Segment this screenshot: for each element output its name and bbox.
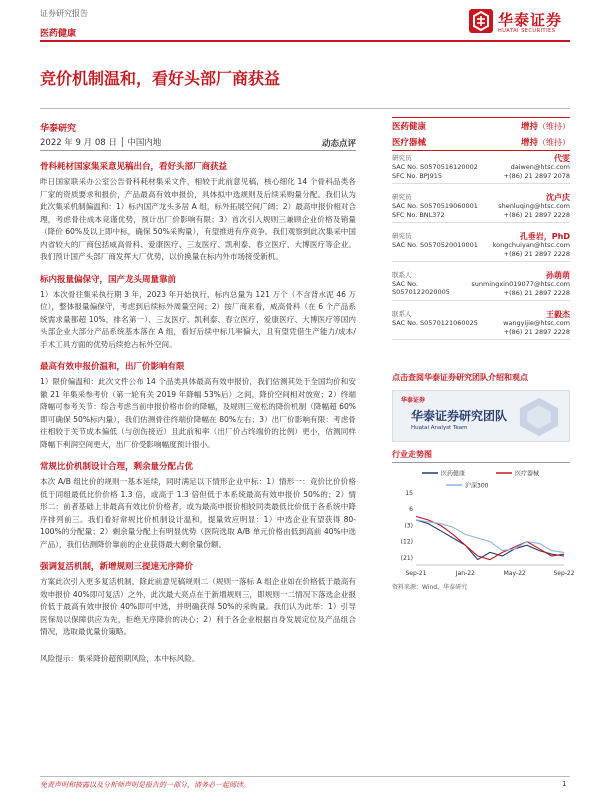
section-body: 昨日国家联采办公室公告骨科耗材集采文件，相较于此前意见稿，核心细化 14 个骨科品类各厂家的资质要求和报价，产品最高有效申报价，具体拟中选规则及后续采购量分配。我们认为此次集采机制偏温和：1）标内国产龙头多居 A 组，标外拓展空间广阔；2）最高申报价相对合理，考虑骨往成本竞谨优势，预计出厂价影响有限；3）首次引入规则三兼顾企业价格及销量（降价 60%及以上即中标，确保 50%采购量），有望推进有序竞争。我们观察到此次集采中国内省较大的厂商包括威高骨科、爱康医疗、三友医疗、凯利泰、春立医疗、大博医疗等企业。我们预计国产头部厂商发挥大厂优势，以价换量在标内外市场接受新机。	[40, 177, 356, 261]
brand-logo-icon	[468, 8, 494, 34]
main-content	[40, 160, 356, 664]
industry-trend-chart	[392, 462, 575, 580]
analyst-divider	[392, 300, 570, 301]
chart-source: 资料来源：Wind，华泰研究	[392, 584, 468, 591]
promo-logo: 华泰证券	[401, 397, 426, 404]
analyst-card	[392, 153, 570, 184]
analyst-name: 代雯	[554, 154, 570, 163]
analyst-sac: SAC No. S0570516120002	[392, 163, 478, 171]
analyst-phone: +(86) 21 2897 2078	[503, 172, 570, 180]
y-tick-label: (12)	[400, 538, 413, 546]
analyst-sfc: SFC No. BNL372	[392, 211, 445, 219]
section-body: 方案此次引入更多复活机制，除此前意见稿规则二（规则一落标 A 组企业如在价格低于最高有效申报价 40%即可复活）之外，此次最大亮点在于新增规则三，即规则一二情况下落选企业报价低于最高有效申报价 40%即可中选，并明确获得 50%的采购量。我们认为此举：1）引导医保局以保障供应为先，拒绝无序降价的决心；2）利于各企业根据自身发展定位及产品组合情况，选取最优量价策略。	[40, 577, 356, 636]
analyst-name: 孔垂岩，PhD	[519, 232, 570, 241]
section-heading: 强调复活机制，新增规则三提速无序降价	[40, 562, 194, 572]
rating-value: 增持	[520, 138, 538, 148]
page-title: 竞价机制温和，看好头部厂商获益	[40, 69, 281, 88]
legend-label: 医药健康	[441, 470, 466, 478]
y-tick-label: (21)	[400, 554, 413, 562]
section-tag: 医药健康	[40, 29, 77, 39]
analyst-name: 王毅杰	[546, 310, 570, 319]
header-divider	[40, 40, 570, 42]
rating-row	[392, 118, 570, 134]
analyst-sac: SAC No. S0570122020005	[392, 280, 450, 296]
disclaimer-footer: 免责声明和披露以及分析师声明是报告的一部分，请务必一起阅读。	[40, 781, 250, 789]
rating-sector: 医疗器械	[392, 138, 427, 148]
chart-svg	[392, 463, 575, 581]
report-date: 2022 年 9 月 08 日 │ 中国内地	[40, 138, 162, 148]
analyst-role: 研究员	[392, 154, 412, 162]
x-tick-label: May-22	[503, 570, 526, 577]
title-divider	[40, 108, 570, 109]
brand-logo	[468, 6, 598, 40]
section-heading: 骨科耗材国家集采意见稿出台，看好头部厂商获益	[40, 162, 228, 172]
analyst-email[interactable]: shenluqing@htsc.com	[498, 202, 570, 210]
analyst-divider	[392, 261, 570, 262]
y-tick-label: 6	[409, 506, 413, 514]
section-heading: 最高有效申报价温和，出厂价影响有限	[40, 362, 185, 372]
analyst-list	[392, 153, 570, 348]
analyst-divider	[392, 183, 570, 184]
y-tick-label: 15	[405, 490, 413, 497]
rating-box	[392, 117, 570, 151]
series-line	[416, 520, 564, 560]
analyst-phone: +(86) 21 2897 2228	[503, 211, 570, 219]
rating-row	[392, 134, 570, 150]
analyst-sac: SAC No. S0570520010001	[392, 241, 478, 249]
report-org: 华泰研究	[40, 124, 77, 134]
analyst-email[interactable]: wangyijie@htsc.com	[503, 319, 570, 327]
analyst-phone: +(86) 21 2897 2228	[503, 289, 570, 297]
section-heading: 标内报量偏保守，国产龙头周量靠前	[40, 274, 177, 285]
analyst-card	[392, 231, 570, 262]
rating-note: （维持）	[538, 122, 570, 131]
analyst-role: 联系人	[392, 271, 412, 279]
section-heading: 常规比价机制设计合理，剩余量分配占优	[40, 462, 194, 472]
section-body: 1）限价偏温和：此次文件公布 14 个品类具体最高有效申报价，我们估测其处于全国均价和安徽 21 年集采参考价（第一轮有关 2019 年降幅 53%后）之间，降价空间相对放宽；2）终端降幅可参考关节：综合考虑当前申报价格市价的降幅，及规则三宽松的降价机制（降幅超 60%即可确保 50%标内量），我们估测骨往终端价降幅在 80%左右；3）出厂价影响有限：考虑骨往相较于关节成本偏低（与创伤接近）且此前和率（出厂价占终端价的比例）更小，估测同样降幅下利润空间更大，出厂价受影响幅度预计很小。	[40, 377, 356, 449]
brand-name-cn: 华泰证券	[498, 11, 563, 29]
analyst-name: 孙萌萌	[546, 271, 570, 280]
analyst-phone: +(86) 21 2897 2228	[503, 328, 570, 336]
legend-label: 沪深300	[465, 482, 489, 490]
rating-sector: 医药健康	[392, 122, 427, 132]
analyst-name: 沈卢庆	[546, 193, 570, 202]
rating-note: （维持）	[538, 138, 570, 147]
analyst-role: 联系人	[392, 310, 412, 318]
document-type: 动态点评	[322, 139, 357, 149]
analyst-card	[392, 309, 570, 340]
promo-heading: 华泰证券研究团队	[411, 409, 508, 423]
x-tick-label: Sep-22	[553, 570, 575, 577]
analyst-role: 研究员	[392, 232, 412, 240]
footer-divider	[40, 776, 570, 777]
meta-divider	[40, 150, 356, 151]
report-type-label: 证券研究报告	[40, 9, 88, 18]
analyst-email[interactable]: kongchuiyan@htsc.com	[492, 241, 570, 249]
analyst-card	[392, 270, 570, 301]
team-graphic-icon	[517, 395, 561, 439]
x-tick-label: Sep-21	[405, 570, 427, 577]
y-tick-label: (3)	[404, 522, 413, 530]
section-body: 本次 A/B 组比价的规则一基本延续，同时满足以下情形企业中标：1）情形一：竞价比价价格低于同组最低比价价格 1.3 倍，或高于 1.3 倍但低于本系统最高有效申报价 50%的；2）情形二：前者基础上非最高有效比价价格者，或为最高申报价相较同类最低比价低于各系统中降序排列前三。我们看好常规比价机制设计温和，提量效应明显：1）中选企业有望获得 80-100%的分配量；2）剩余量分配上有明显优势（医院选取 A/B 单元价格由低到高前 40%中选产品），我们估测降价靠前的企业获得最大剩余量份额。	[40, 477, 356, 549]
analyst-sac: SAC No. S0570519060001	[392, 202, 478, 210]
analyst-role: 研究员	[392, 193, 412, 201]
promo-banner[interactable]	[392, 390, 570, 442]
chart-title: 行业走势图	[392, 450, 432, 459]
section-body: 1）本次骨往集采执行期 3 年，2023 年开始执行，标内总量为 121 万个（不含背水泥 46 万位），整体报量偏保守，考虑到后续标外周量空间；2）按厂商来看，威高骨科（在 6 个产品系统需求量都超 10%，排名第一）、三友医疗、凯利泰、春立医疗、爱康医疗、大博医疗等国内头部企业大部分产品系统基本落在 A 组，看好后续中标几率偏大，且有望凭借生产能力/成本/手术工具方面的优势后续抢占标外空间。	[40, 289, 356, 349]
rating-value: 增持	[520, 122, 538, 132]
analyst-card	[392, 192, 570, 223]
analyst-divider	[392, 222, 570, 223]
page-number: 1	[562, 780, 567, 788]
analyst-sfc: SFC No. BPJ915	[392, 172, 443, 180]
legend-label: 医疗器械	[515, 470, 540, 478]
brand-name-en: HUATAI SECURITIES	[498, 28, 556, 34]
rating-divider	[392, 150, 570, 151]
analyst-phone: +(86) 21 2897 2228	[503, 250, 570, 258]
x-tick-label: Jan-22	[455, 570, 475, 577]
promo-link[interactable]: 点击查阅华泰证券研究团队介绍和观点	[392, 373, 528, 382]
promo-subheading: Huatai Analyst Team	[411, 425, 468, 431]
analyst-email[interactable]: sunmingxin019077@htsc.com	[471, 280, 570, 288]
risk-warning: 风险提示：集采降价超预期风险，本中标风险。	[40, 653, 200, 663]
analyst-sac: SAC No. S0570121060025	[392, 319, 478, 327]
analyst-email[interactable]: daiwen@htsc.com	[510, 163, 570, 171]
analyst-divider	[392, 339, 570, 340]
